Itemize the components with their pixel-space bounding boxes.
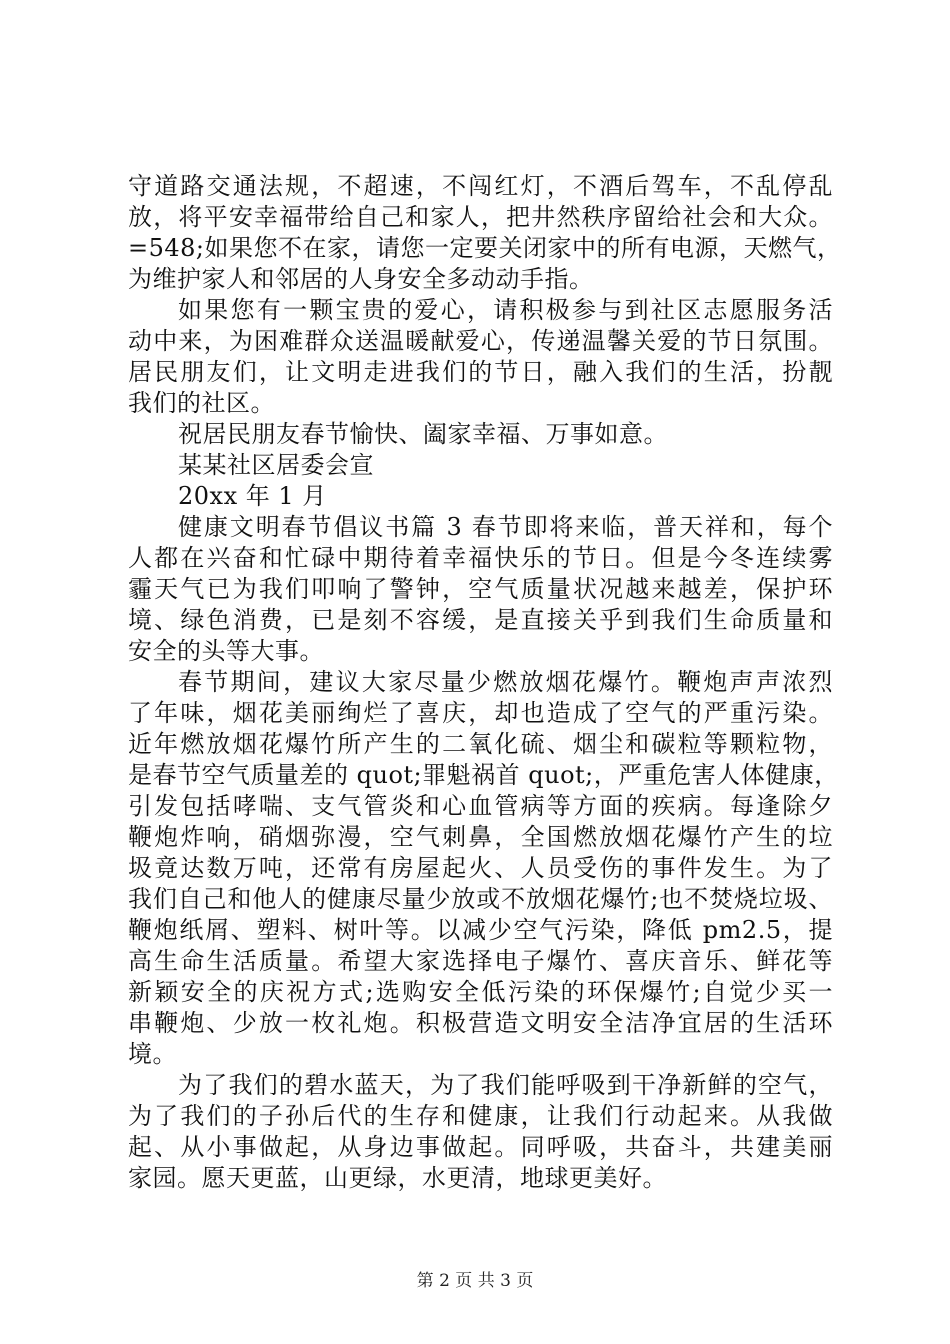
signature-org: 某某社区居委会宣 (178, 451, 374, 479)
text-line: 新颖安全的庆祝方式;选购安全低污染的环保爆竹;自觉少买一 (128, 978, 833, 1006)
signature-date: 20xx 年 1 月 (178, 482, 327, 510)
text-line: 为维护家人和邻居的人身安全多动动手指。 (128, 265, 594, 293)
text-line: 霾天气已为我们叩响了警钟，空气质量状况越来越差，保护环 (128, 575, 833, 603)
text-line: 如果您有一颗宝贵的爱心，请积极参与到社区志愿服务活 (178, 296, 833, 324)
text-line: 高生命生活质量。希望大家选择电子爆竹、喜庆音乐、鲜花等 (128, 947, 833, 975)
document-body (128, 171, 842, 1194)
text-line: 了年味，烟花美丽绚烂了喜庆，却也造成了空气的严重污染。 (128, 699, 833, 727)
text-line: 起、从小事做起，从身边事做起。同呼吸，共奋斗，共建美丽 (128, 1133, 833, 1161)
text-line: 春节期间，建议大家尽量少燃放烟花爆竹。鞭炮声声浓烈 (178, 668, 833, 696)
text-line: 为了我们的碧水蓝天，为了我们能呼吸到干净新鲜的空气， (178, 1071, 833, 1099)
text-line: 人都在兴奋和忙碌中期待着幸福快乐的节日。但是今冬连续雾 (128, 544, 833, 572)
text-line: 我们自己和他人的健康尽量少放或不放烟花爆竹;也不焚烧垃圾、 (128, 885, 833, 913)
text-line: 境、绿色消费，已是刻不容缓，是直接关乎到我们生命质量和 (128, 606, 833, 634)
text-line: 是春节空气质量差的 quot;罪魁祸首 quot;，严重危害人体健康， (128, 761, 839, 789)
page-number: 第 2 页 共 3 页 (416, 1271, 534, 1291)
text-line: 鞭炮纸屑、塑料、树叶等。以减少空气污染，降低 pm2.5，提 (128, 916, 833, 944)
text-line: 安全的头等大事。 (128, 637, 324, 665)
text-line: 守道路交通法规，不超速，不闯红灯，不酒后驾车，不乱停乱 (128, 172, 833, 200)
text-line: 鞭炮炸响，硝烟弥漫，空气刺鼻，全国燃放烟花爆竹产生的垃 (128, 823, 833, 851)
text-line: 动中来，为困难群众送温暖献爱心，传递温馨关爱的节日氛围。 (128, 327, 833, 355)
text-line: 祝居民朋友春节愉快、阖家幸福、万事如意。 (178, 420, 668, 448)
text-line: 为了我们的子孙后代的生存和健康，让我们行动起来。从我做 (128, 1102, 833, 1130)
text-line: 健康文明春节倡议书篇 3 春节即将来临，普天祥和，每个 (178, 513, 833, 541)
text-line: 近年燃放烟花爆竹所产生的二氧化硫、烟尘和碳粒等颗粒物， (128, 730, 833, 758)
text-line: 家园。愿天更蓝，山更绿，水更清，地球更美好。 (128, 1164, 667, 1192)
text-line: 境。 (128, 1040, 177, 1068)
text-line: 放，将平安幸福带给自己和家人，把井然秩序留给社会和大众。 (128, 203, 833, 231)
text-line: 居民朋友们，让文明走进我们的节日，融入我们的生活，扮靓 (128, 358, 833, 386)
text-line: 引发包括哮喘、支气管炎和心血管病等方面的疾病。每逢除夕 (128, 792, 833, 820)
text-line: =548;如果您不在家，请您一定要关闭家中的所有电源，天燃气， (128, 234, 842, 262)
text-line: 串鞭炮、少放一枚礼炮。积极营造文明安全洁净宜居的生活环 (128, 1009, 833, 1037)
text-line: 我们的社区。 (128, 389, 275, 417)
text-line: 圾竟达数万吨，还常有房屋起火、人员受伤的事件发生。为了 (128, 854, 833, 882)
